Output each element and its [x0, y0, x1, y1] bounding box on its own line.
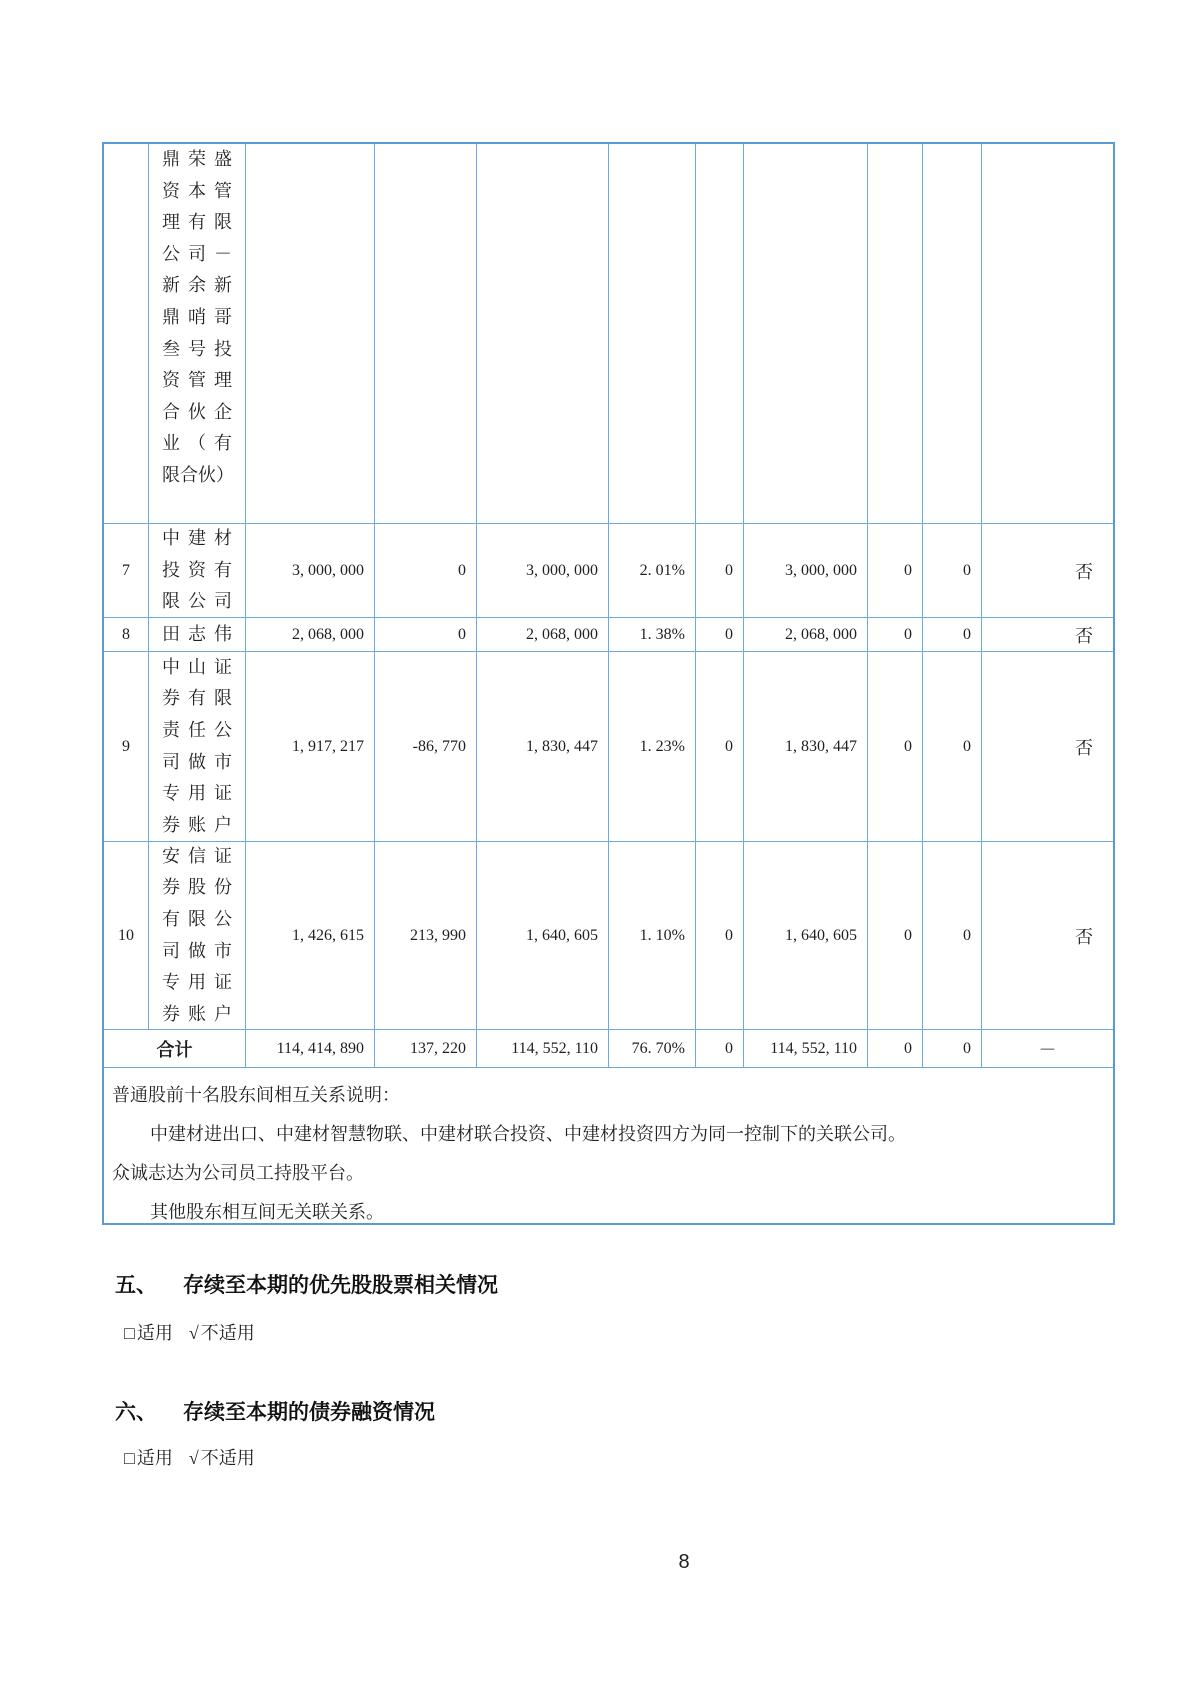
section-title: 存续至本期的优先股股票相关情况 — [183, 1274, 498, 1297]
value-cell: 213, 990 — [375, 842, 477, 1029]
value-cell: 0 — [868, 618, 923, 651]
rank-cell — [104, 144, 149, 523]
value-cell: 0 — [923, 842, 982, 1029]
shareholder-name-cell — [149, 524, 246, 617]
not-applicable-option — [189, 1445, 255, 1471]
value-cell: 1, 917, 217 — [246, 652, 375, 841]
value-cell: -86, 770 — [375, 652, 477, 841]
applicable-option — [124, 1445, 173, 1471]
total-pledge-cell: － — [1038, 1039, 1057, 1060]
relationship-note-line: 中建材进出口、中建材智慧物联、中建材联合投资、中建材投资四方为同一控制下的关联公司。 — [150, 1124, 906, 1144]
shareholder-name-cell — [149, 618, 246, 651]
value-cell: 0 — [923, 652, 982, 841]
not-applicable-option — [189, 1320, 255, 1346]
shareholder-name-cell — [149, 842, 246, 1029]
applicable-label: 适用 — [136, 1448, 173, 1468]
value-cell: 3, 000, 000 — [744, 524, 868, 617]
section-heading-bond-financing — [115, 1398, 435, 1428]
total-value-cell: 114, 552, 110 — [477, 1030, 609, 1067]
value-cell — [923, 144, 982, 523]
rank-cell: 10 — [104, 842, 149, 1029]
shareholder-relationship-notes — [104, 1068, 1113, 1223]
rank-cell: 7 — [104, 524, 149, 617]
section-title: 存续至本期的债券融资情况 — [183, 1401, 435, 1424]
ratio-cell: 1. 10% — [609, 842, 696, 1029]
rank-cell: 9 — [104, 652, 149, 841]
value-cell: 1, 426, 615 — [246, 842, 375, 1029]
value-cell — [246, 144, 375, 523]
pledge-status-cell: 否 — [1075, 625, 1093, 646]
total-value-cell: 0 — [923, 1030, 982, 1067]
value-cell: 0 — [375, 618, 477, 651]
shareholder-name: 田志伟 — [162, 623, 232, 644]
checkbox-unchecked-icon: □ — [124, 1448, 135, 1468]
table-row — [104, 144, 1113, 524]
shareholder-name: 安信证券股份有限公司做市专用证券账户 — [162, 845, 232, 1024]
check-icon: √ — [188, 1323, 199, 1343]
shareholder-table — [102, 142, 1115, 1225]
check-icon: √ — [188, 1448, 199, 1468]
value-cell: 3, 000, 000 — [477, 524, 609, 617]
value-cell: 0 — [923, 524, 982, 617]
ratio-cell: 2. 01% — [609, 524, 696, 617]
checkbox-unchecked-icon: □ — [124, 1323, 135, 1343]
value-cell: 0 — [696, 842, 744, 1029]
total-value-cell: 114, 414, 890 — [246, 1030, 375, 1067]
page-number: 8 — [678, 1551, 690, 1573]
table-row — [104, 618, 1113, 652]
section-number: 五、 — [115, 1274, 157, 1297]
total-row — [104, 1030, 1113, 1068]
value-cell: 0 — [375, 524, 477, 617]
value-cell: 3, 000, 000 — [246, 524, 375, 617]
value-cell: 0 — [696, 652, 744, 841]
value-cell: 1, 830, 447 — [477, 652, 609, 841]
not-applicable-label: 不适用 — [200, 1448, 255, 1468]
value-cell — [375, 144, 477, 523]
value-cell — [744, 144, 868, 523]
table-row — [104, 842, 1113, 1030]
value-cell: 2, 068, 000 — [246, 618, 375, 651]
relationship-note-line: 众诚志达为公司员工持股平台。 — [112, 1163, 364, 1183]
pledge-status-cell — [982, 144, 1113, 523]
value-cell: 0 — [868, 652, 923, 841]
ratio-cell: 1. 38% — [609, 618, 696, 651]
shareholder-name: 中山证券有限责任公司做市专用证券账户 — [162, 656, 232, 835]
pledge-status-cell: 否 — [1075, 561, 1093, 582]
value-cell: 1, 640, 605 — [744, 842, 868, 1029]
section-heading-preferred-shares — [115, 1271, 498, 1301]
value-cell: 0 — [923, 618, 982, 651]
value-cell — [868, 144, 923, 523]
applicable-option — [124, 1320, 173, 1346]
applicable-label: 适用 — [136, 1323, 173, 1343]
shareholder-name-cell — [149, 144, 246, 523]
applicability-line — [124, 1320, 255, 1346]
value-cell: 1, 830, 447 — [744, 652, 868, 841]
value-cell — [696, 144, 744, 523]
total-value-cell: 137, 220 — [375, 1030, 477, 1067]
total-label: 合计 — [104, 1030, 246, 1067]
table-row — [104, 652, 1113, 842]
not-applicable-label: 不适用 — [200, 1323, 255, 1343]
shareholder-name-cell — [149, 652, 246, 841]
ratio-cell: 1. 23% — [609, 652, 696, 841]
total-value-cell: 114, 552, 110 — [744, 1030, 868, 1067]
value-cell: 0 — [696, 618, 744, 651]
value-cell: 0 — [868, 524, 923, 617]
value-cell: 2, 068, 000 — [744, 618, 868, 651]
table-row — [104, 524, 1113, 618]
value-cell: 0 — [868, 842, 923, 1029]
relationship-note-line: 其他股东相互间无关联关系。 — [150, 1202, 384, 1222]
rank-cell: 8 — [104, 618, 149, 651]
pledge-status-cell: 否 — [1075, 737, 1093, 758]
relationship-note-line: 普通股前十名股东间相互关系说明： — [112, 1085, 400, 1105]
ratio-cell — [609, 144, 696, 523]
pledge-status-cell: 否 — [1075, 926, 1093, 947]
total-value-cell: 0 — [696, 1030, 744, 1067]
value-cell: 1, 640, 605 — [477, 842, 609, 1029]
value-cell — [477, 144, 609, 523]
value-cell: 0 — [696, 524, 744, 617]
section-number: 六、 — [115, 1401, 157, 1424]
value-cell: 2, 068, 000 — [477, 618, 609, 651]
total-ratio-cell: 76. 70% — [609, 1030, 696, 1067]
shareholder-name: 中建材投资有限公司 — [162, 528, 232, 612]
shareholder-name: 鼎荣盛资本管理有限公司－新余新鼎哨哥叁号投资管理合伙企业（有限合伙） — [162, 149, 234, 485]
applicability-line — [124, 1445, 255, 1471]
total-value-cell: 0 — [868, 1030, 923, 1067]
